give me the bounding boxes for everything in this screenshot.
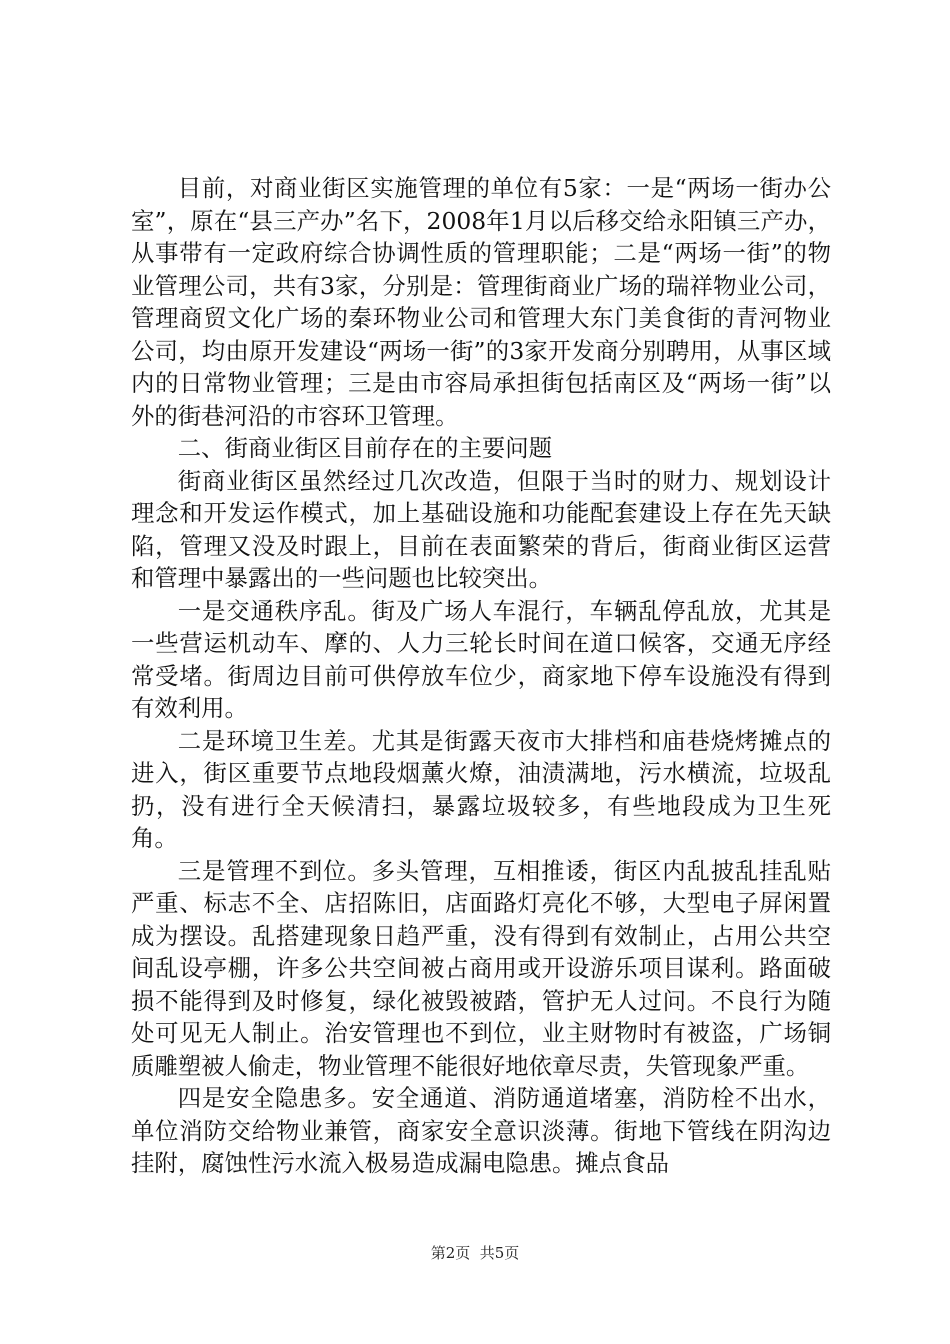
page-number: 第2页 共5页 — [430, 1244, 520, 1262]
paragraph-traffic-order: 一是交通秩序乱。街及广场人车混行，车辆乱停乱放，尤其是一些营运机动车、摩的、人力三轮长时间在道口候客，交通无序经常受堵。街周边目前可供停放车位少，商家地下停车设施没有得到有效利用。 — [131, 596, 831, 722]
paragraph-problems-intro: 街商业街区虽然经过几次改造，但限于当时的财力、规划设计理念和开发运作模式，加上基础设施和功能配套建设上存在先天缺陷，管理又没及时跟上，目前在表面繁荣的背后，街商业街区运营和管理中暴露出的一些问题也比较突出。 — [131, 466, 831, 592]
section-heading-main-problems: 二、街商业街区目前存在的主要问题 — [177, 434, 553, 462]
page-footer — [0, 1243, 950, 1263]
document-body — [131, 172, 831, 1180]
paragraph-environmental-hygiene: 二是环境卫生差。尤其是街露天夜市大排档和庙巷烧烤摊点的进入，街区重要节点地段烟薰火燎，油渍满地，污水横流，垃圾乱扔，没有进行全天候清扫，暴露垃圾较多，有些地段成为卫生死角。 — [131, 726, 831, 852]
paragraph-management-units: 目前，对商业街区实施管理的单位有5家：一是“两场一街办公室”，原在“县三产办”名下，2008年1月以后移交给永阳镇三产办，从事带有一定政府综合协调性质的管理职能；二是“两场一街”的物业管理公司，共有3家，分别是：管理街商业广场的瑞祥物业公司，管理商贸文化广场的秦环物业公司和管理大东门美食街的青河物业公司，均由原开发建设“两场一街”的3家开发商分别聘用，从事区域内的日常物业管理；三是由市容局承担街包括南区及“两场一街”以外的街巷河沿的市容环卫管理。 — [131, 174, 831, 430]
paragraph-management-issues: 三是管理不到位。多头管理，互相推诿，街区内乱披乱挂乱贴严重、标志不全、店招陈旧，店面路灯亮化不够，大型电子屏闲置成为摆设。乱搭建现象日趋严重，没有得到有效制止，占用公共空间乱设亭棚，许多公共空间被占商用或开设游乐项目谋利。路面破损不能得到及时修复，绿化被毁被踏，管护无人过问。不良行为随处可见无人制止。治安管理也不到位，业主财物时有被盗，广场铜质雕塑被人偷走，物业管理不能很好地依章尽责，失管现象严重。 — [131, 856, 831, 1080]
paragraph-safety-hazards: 四是安全隐患多。安全通道、消防通道堵塞，消防栓不出水，单位消防交给物业兼管，商家安全意识淡薄。街地下管线在阴沟边挂附，腐蚀性污水流入极易造成漏电隐患。摊点食品 — [131, 1084, 831, 1177]
